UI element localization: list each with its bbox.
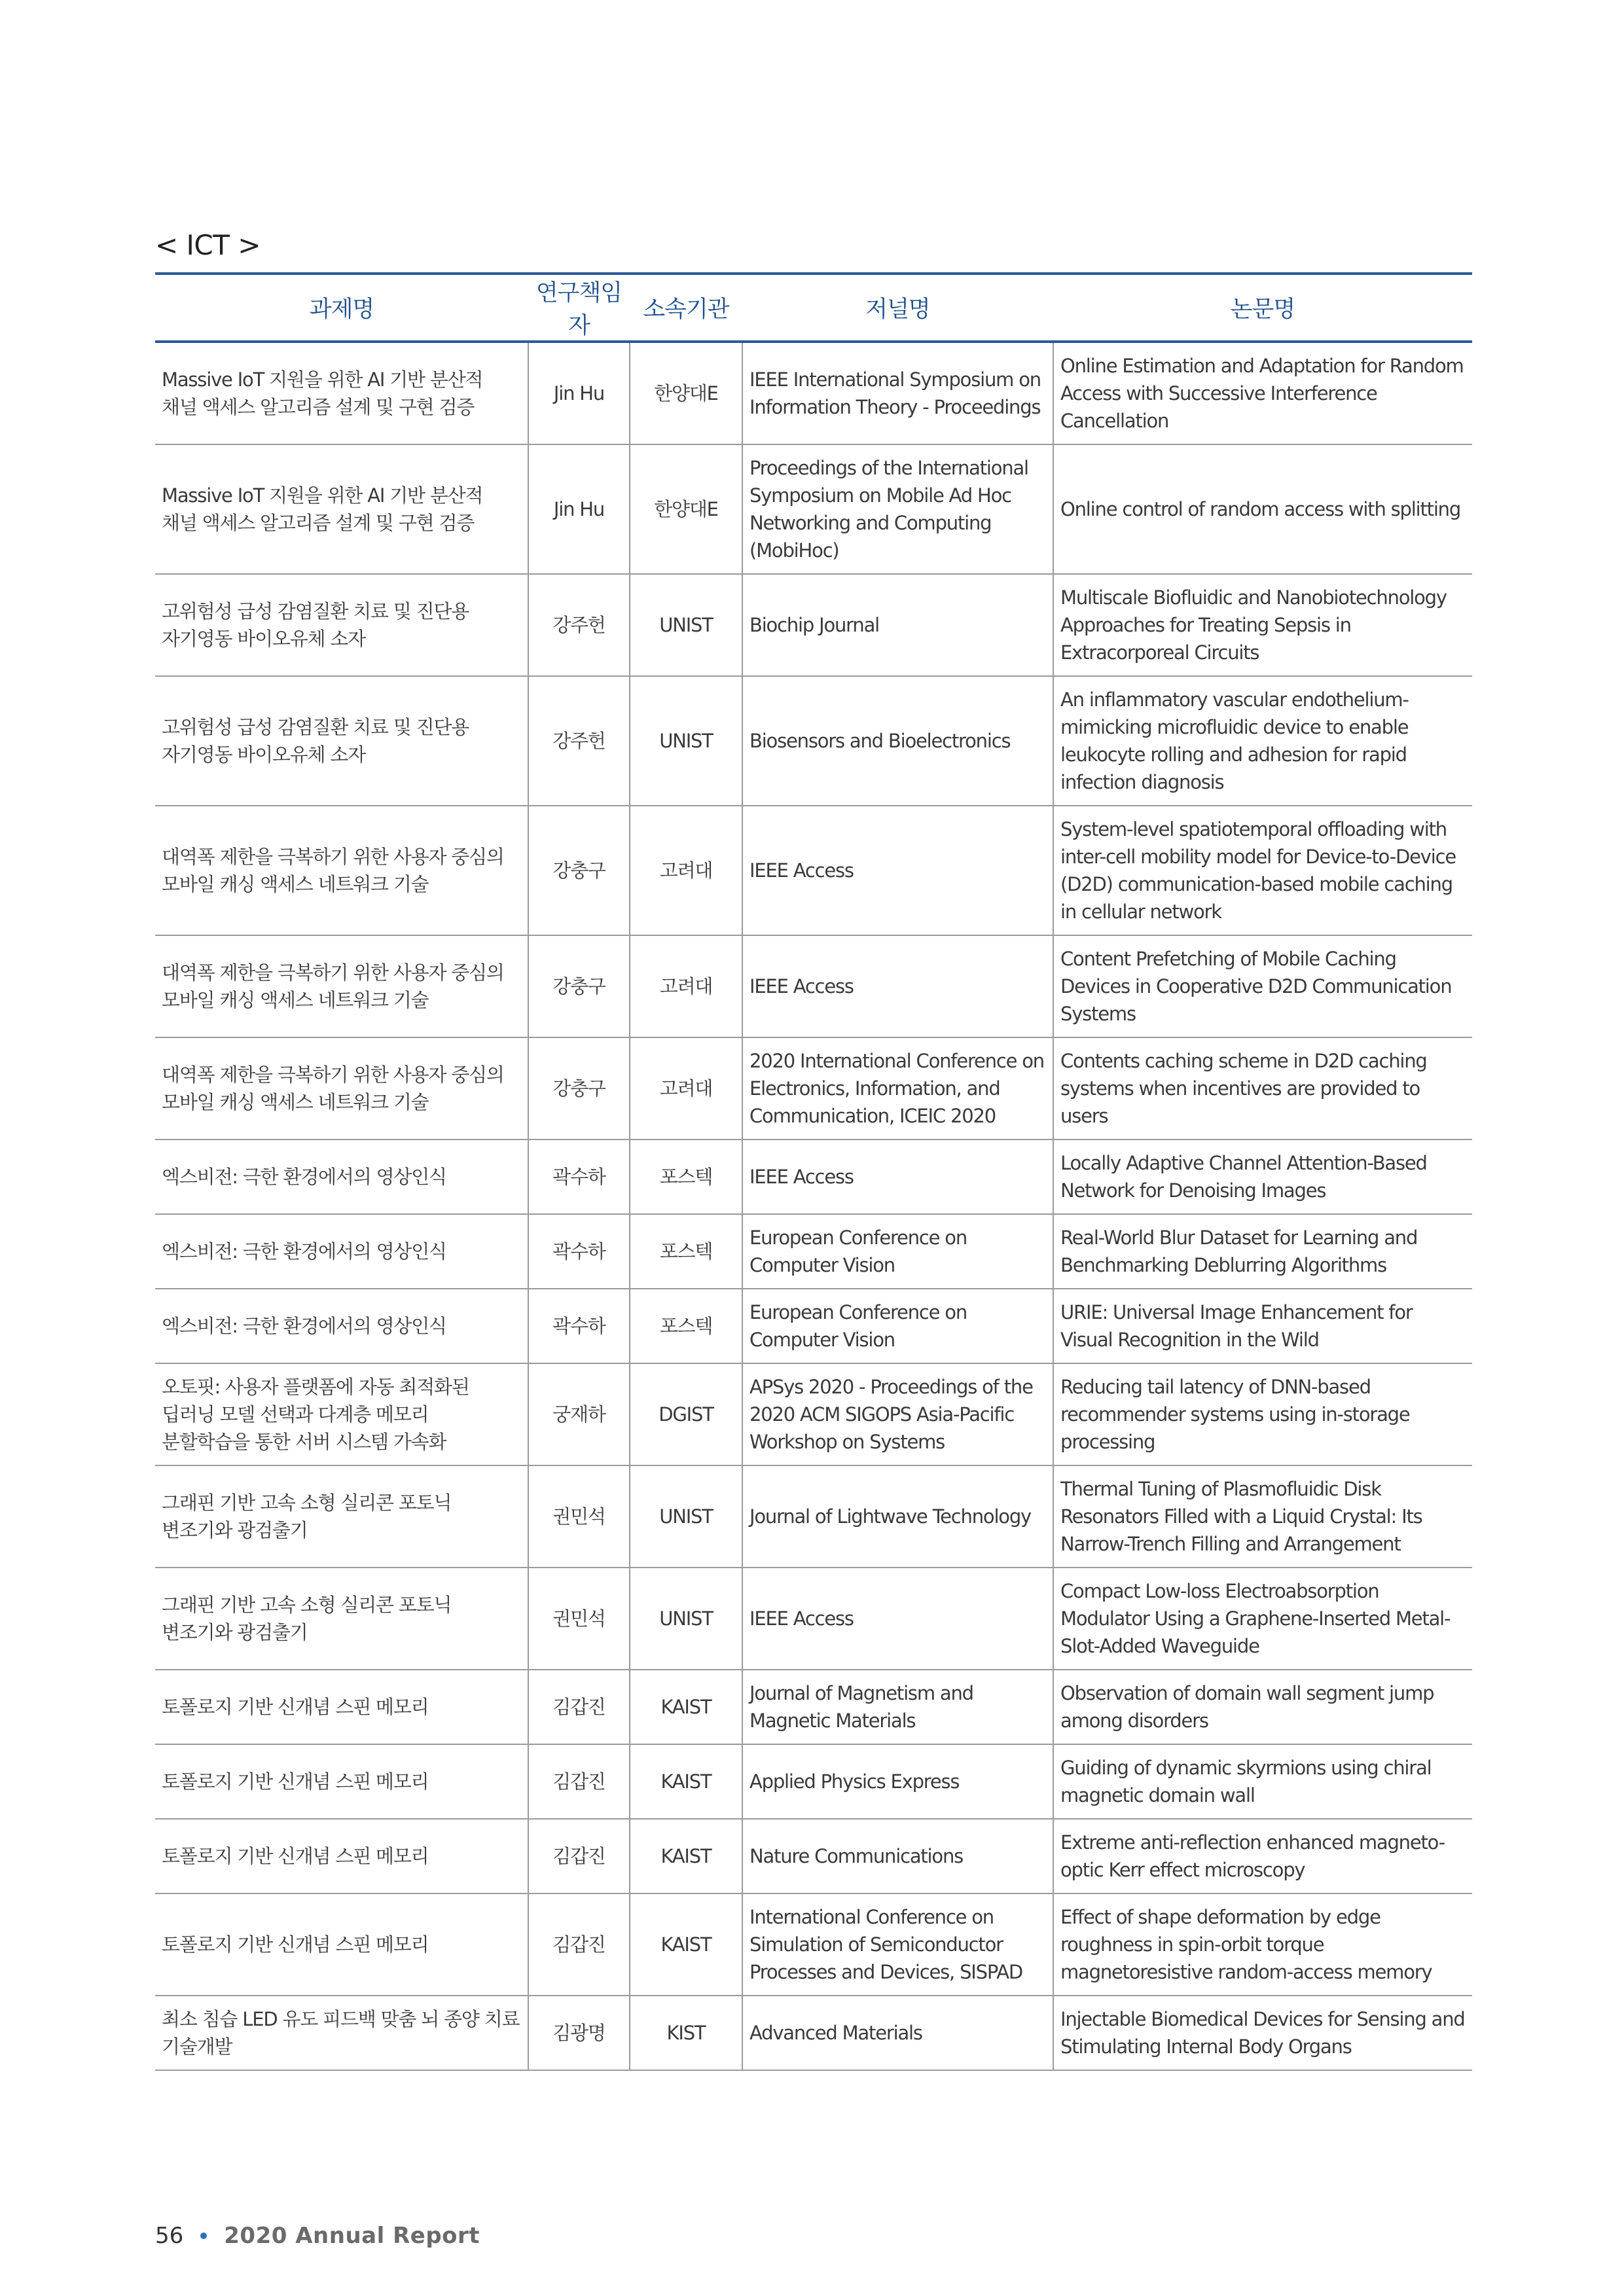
cell-project: 대역폭 제한을 극복하기 위한 사용자 중심의 모바일 캐싱 액세스 네트워크 기술 [155, 1037, 528, 1139]
publications-table [155, 272, 1472, 2071]
cell-pi: 곽수하 [528, 1289, 630, 1363]
cell-paper: System-level spatiotemporal offloading with inter-cell mobility model for Device-to-Device (D2D) communication-based mobile caching in cellular network [1053, 806, 1472, 935]
table-row [155, 1819, 1472, 1893]
cell-pi: 강주헌 [528, 676, 630, 806]
cell-project: Massive IoT 지원을 위한 AI 기반 분산적 채널 액세스 알고리즘 설계 및 구현 검증 [155, 444, 528, 574]
table-row [155, 1214, 1472, 1289]
cell-org: KAIST [630, 1744, 742, 1819]
table-row [155, 574, 1472, 676]
cell-paper: Reducing tail latency of DNN-based recommender systems using in-storage processing [1053, 1363, 1472, 1465]
cell-project: 대역폭 제한을 극복하기 위한 사용자 중심의 모바일 캐싱 액세스 네트워크 기술 [155, 806, 528, 935]
cell-org: 포스텍 [630, 1289, 742, 1363]
cell-pi: 김갑진 [528, 1744, 630, 1819]
cell-journal: IEEE Access [742, 935, 1053, 1037]
cell-project: 엑스비전: 극한 환경에서의 영상인식 [155, 1139, 528, 1214]
table-row [155, 1363, 1472, 1465]
cell-org: 한양대E [630, 444, 742, 574]
cell-pi: Jin Hu [528, 444, 630, 574]
cell-pi: 김광명 [528, 1996, 630, 2070]
cell-journal: Journal of Magnetism and Magnetic Materials [742, 1670, 1053, 1744]
cell-journal: Journal of Lightwave Technology [742, 1465, 1053, 1568]
cell-project: 그래핀 기반 고속 소형 실리콘 포토닉 변조기와 광검출기 [155, 1465, 528, 1568]
table-row [155, 806, 1472, 935]
table-row [155, 1465, 1472, 1568]
cell-paper: Guiding of dynamic skyrmions using chiral magnetic domain wall [1053, 1744, 1472, 1819]
cell-journal: Applied Physics Express [742, 1744, 1053, 1819]
cell-paper: Content Prefetching of Mobile Caching Devices in Cooperative D2D Communication Systems [1053, 935, 1472, 1037]
column-header-paper: 논문명 [1053, 274, 1472, 342]
cell-pi: 권민석 [528, 1568, 630, 1670]
table-row [155, 1996, 1472, 2070]
cell-paper: Injectable Biomedical Devices for Sensing and Stimulating Internal Body Organs [1053, 1996, 1472, 2070]
cell-org: UNIST [630, 1568, 742, 1670]
table-row [155, 1037, 1472, 1139]
cell-project: 대역폭 제한을 극복하기 위한 사용자 중심의 모바일 캐싱 액세스 네트워크 기술 [155, 935, 528, 1037]
cell-org: DGIST [630, 1363, 742, 1465]
cell-journal: European Conference on Computer Vision [742, 1214, 1053, 1289]
table-row [155, 1744, 1472, 1819]
cell-paper: Online Estimation and Adaptation for Random Access with Successive Interference Cancellation [1053, 342, 1472, 444]
cell-pi: 김갑진 [528, 1670, 630, 1744]
cell-project: 엑스비전: 극한 환경에서의 영상인식 [155, 1289, 528, 1363]
column-header-project: 과제명 [155, 274, 528, 342]
page-number: 56 [155, 2223, 184, 2249]
cell-org: UNIST [630, 676, 742, 806]
cell-org: 고려대 [630, 806, 742, 935]
cell-pi: 김갑진 [528, 1893, 630, 1996]
table-row [155, 1568, 1472, 1670]
cell-journal: Advanced Materials [742, 1996, 1053, 2070]
column-header-journal: 저널명 [742, 274, 1053, 342]
cell-project: 토폴로지 기반 신개념 스핀 메모리 [155, 1893, 528, 1996]
cell-pi: 강충구 [528, 935, 630, 1037]
cell-project: 토폴로지 기반 신개념 스핀 메모리 [155, 1670, 528, 1744]
cell-paper: An inflammatory vascular endothelium-mimicking microfluidic device to enable leukocyte rolling and adhesion for rapid infection diagnosis [1053, 676, 1472, 806]
cell-org: UNIST [630, 574, 742, 676]
section-title: < ICT > [155, 229, 261, 261]
bullet-dot-icon [200, 2233, 207, 2239]
column-header-pi: 연구책임자 [528, 274, 630, 342]
cell-journal: Biochip Journal [742, 574, 1053, 676]
cell-journal: IEEE International Symposium on Information Theory - Proceedings [742, 342, 1053, 444]
cell-pi: 강충구 [528, 1037, 630, 1139]
cell-paper: Locally Adaptive Channel Attention-Based Network for Denoising Images [1053, 1139, 1472, 1214]
table-row [155, 342, 1472, 444]
cell-org: 고려대 [630, 935, 742, 1037]
cell-paper: Real-World Blur Dataset for Learning and Benchmarking Deblurring Algorithms [1053, 1214, 1472, 1289]
cell-journal: APSys 2020 - Proceedings of the 2020 ACM SIGOPS Asia-Pacific Workshop on Systems [742, 1363, 1053, 1465]
cell-project: 고위험성 급성 감염질환 치료 및 진단용 자기영동 바이오유체 소자 [155, 574, 528, 676]
table-row [155, 676, 1472, 806]
cell-journal: International Conference on Simulation of Semiconductor Processes and Devices, SISPAD [742, 1893, 1053, 1996]
table-row [155, 444, 1472, 574]
cell-pi: 강충구 [528, 806, 630, 935]
cell-org: KAIST [630, 1670, 742, 1744]
table-row [155, 935, 1472, 1037]
report-title: 2020 Annual Report [224, 2223, 480, 2249]
cell-org: 포스텍 [630, 1214, 742, 1289]
publications-table-wrapper [155, 272, 1472, 2071]
cell-project: Massive IoT 지원을 위한 AI 기반 분산적 채널 액세스 알고리즘 설계 및 구현 검증 [155, 342, 528, 444]
cell-project: 오토핏: 사용자 플랫폼에 자동 최적화된 딥러닝 모델 선택과 다계층 메모리 분할학습을 통한 서버 시스템 가속화 [155, 1363, 528, 1465]
cell-pi: 궁재하 [528, 1363, 630, 1465]
cell-journal: IEEE Access [742, 806, 1053, 935]
cell-project: 최소 침습 LED 유도 피드백 맞춤 뇌 종양 치료 기술개발 [155, 1996, 528, 2070]
table-row [155, 1893, 1472, 1996]
cell-org: KAIST [630, 1893, 742, 1996]
cell-org: KIST [630, 1996, 742, 2070]
cell-journal: Biosensors and Bioelectronics [742, 676, 1053, 806]
cell-org: 포스텍 [630, 1139, 742, 1214]
cell-journal: European Conference on Computer Vision [742, 1289, 1053, 1363]
cell-paper: Effect of shape deformation by edge roughness in spin-orbit torque magnetoresistive random-access memory [1053, 1893, 1472, 1996]
table-row [155, 1289, 1472, 1363]
cell-paper: URIE: Universal Image Enhancement for Visual Recognition in the Wild [1053, 1289, 1472, 1363]
table-body [155, 342, 1472, 2070]
cell-project: 토폴로지 기반 신개념 스핀 메모리 [155, 1744, 528, 1819]
cell-paper: Contents caching scheme in D2D caching systems when incentives are provided to users [1053, 1037, 1472, 1139]
cell-pi: 권민석 [528, 1465, 630, 1568]
cell-journal: Proceedings of the International Symposium on Mobile Ad Hoc Networking and Computing (MobiHoc) [742, 444, 1053, 574]
table-row [155, 1670, 1472, 1744]
page-footer [155, 2223, 480, 2249]
cell-org: UNIST [630, 1465, 742, 1568]
cell-org: 한양대E [630, 342, 742, 444]
cell-paper: Online control of random access with splitting [1053, 444, 1472, 574]
cell-pi: Jin Hu [528, 342, 630, 444]
cell-project: 엑스비전: 극한 환경에서의 영상인식 [155, 1214, 528, 1289]
table-header-row [155, 274, 1472, 342]
cell-org: 고려대 [630, 1037, 742, 1139]
cell-paper: Thermal Tuning of Plasmofluidic Disk Resonators Filled with a Liquid Crystal: Its Narrow-Trench Filling and Arrangement [1053, 1465, 1472, 1568]
cell-pi: 김갑진 [528, 1819, 630, 1893]
table-row [155, 1139, 1472, 1214]
cell-project: 그래핀 기반 고속 소형 실리콘 포토닉 변조기와 광검출기 [155, 1568, 528, 1670]
cell-journal: 2020 International Conference on Electronics, Information, and Communication, ICEIC 2020 [742, 1037, 1053, 1139]
cell-project: 고위험성 급성 감염질환 치료 및 진단용 자기영동 바이오유체 소자 [155, 676, 528, 806]
cell-project: 토폴로지 기반 신개념 스핀 메모리 [155, 1819, 528, 1893]
cell-org: KAIST [630, 1819, 742, 1893]
cell-journal: IEEE Access [742, 1139, 1053, 1214]
column-header-org: 소속기관 [630, 274, 742, 342]
cell-paper: Extreme anti-reflection enhanced magneto-optic Kerr effect microscopy [1053, 1819, 1472, 1893]
cell-pi: 곽수하 [528, 1139, 630, 1214]
cell-paper: Compact Low-loss Electroabsorption Modulator Using a Graphene-Inserted Metal-Slot-Added Waveguide [1053, 1568, 1472, 1670]
cell-journal: IEEE Access [742, 1568, 1053, 1670]
cell-journal: Nature Communications [742, 1819, 1053, 1893]
cell-paper: Observation of domain wall segment jump among disorders [1053, 1670, 1472, 1744]
cell-pi: 강주헌 [528, 574, 630, 676]
cell-paper: Multiscale Biofluidic and Nanobiotechnology Approaches for Treating Sepsis in Extracorporeal Circuits [1053, 574, 1472, 676]
cell-pi: 곽수하 [528, 1214, 630, 1289]
